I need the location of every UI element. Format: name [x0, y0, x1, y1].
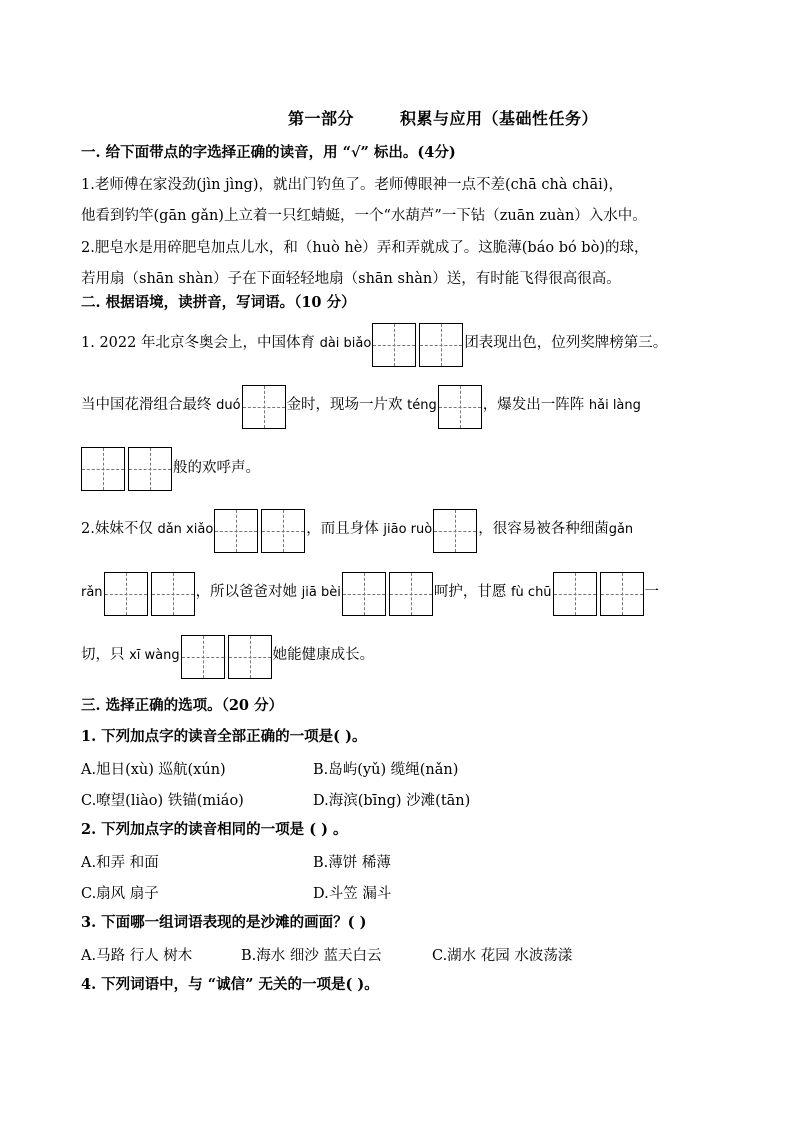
- writing-box[interactable]: [104, 572, 148, 616]
- pinyin-hailang: hǎi làng: [588, 398, 641, 413]
- writing-box[interactable]: [128, 447, 172, 491]
- pinyin-fuchu: fù chū: [510, 585, 552, 600]
- q1-text: 1. 2022 年北京冬奥会上，中国体育: [81, 335, 320, 351]
- q1-text: 当中国花滑组合最终: [81, 397, 217, 413]
- q3-2-stem: 2. 下列加点字的读音相同的一项是 ( ) 。: [81, 821, 348, 838]
- section2-q1-line2: [81, 382, 641, 429]
- section1-line-4: 若用扇（shān shàn）子在下面轻轻地扇（shān shàn）送，有时能飞得很高很高。: [81, 271, 621, 287]
- answer-boxes-ganran[interactable]: [104, 570, 195, 616]
- q2-text: 一: [644, 584, 660, 600]
- pinyin-duo: duó: [216, 398, 241, 413]
- writing-box[interactable]: [433, 509, 477, 553]
- answer-boxes-hailang[interactable]: [81, 445, 172, 491]
- answer-boxes-teng[interactable]: [438, 383, 482, 429]
- section3-heading: 三. 选择正确的选项。（20 分）: [81, 697, 284, 714]
- q3-3-option-a[interactable]: A.马路 行人 树木: [81, 948, 193, 964]
- answer-boxes-danxiao[interactable]: [214, 507, 305, 553]
- q3-1-stem: 1. 下列加点字的读音全部正确的一项是( )。: [81, 728, 367, 745]
- q1-text: 金时，现场一片欢: [286, 397, 408, 413]
- answer-boxes-xiwang[interactable]: [181, 633, 272, 679]
- writing-box[interactable]: [261, 509, 305, 553]
- section2-q2-line1: [81, 506, 633, 553]
- q3-2-option-c[interactable]: C.扇风 扇子: [81, 886, 159, 902]
- q1-text: 团表现出色，位列奖牌榜第三。: [464, 335, 668, 351]
- q2-text: ，很容易被各种细菌: [478, 521, 609, 537]
- writing-box[interactable]: [600, 572, 644, 616]
- q1-text: 般的欢呼声。: [173, 460, 260, 476]
- q3-2-option-b[interactable]: B.薄饼 稀薄: [313, 855, 391, 871]
- pinyin-jiaoruo: jiāo ruò: [383, 522, 433, 537]
- writing-box[interactable]: [372, 323, 416, 367]
- q2-text: ，而且身体: [306, 521, 384, 537]
- pinyin-teng: téng: [407, 398, 437, 413]
- answer-boxes-daibiao[interactable]: [372, 321, 463, 367]
- writing-box[interactable]: [181, 635, 225, 679]
- pinyin-xiwang: xī wàng: [129, 648, 180, 663]
- section2-heading: 二. 根据语境，读拼音，写词语。（10 分）: [81, 294, 356, 311]
- writing-box[interactable]: [214, 509, 258, 553]
- q2-text: ，所以爸爸对她: [195, 584, 302, 600]
- section2-q2-line2: [81, 569, 659, 616]
- q2-text: 她能健康成长。: [272, 647, 375, 663]
- q3-1-option-c[interactable]: C.嘹望(liào) 铁锚(miáo): [81, 793, 244, 809]
- q3-1-option-a[interactable]: A.旭日(xù) 巡航(xún): [81, 762, 226, 778]
- writing-box[interactable]: [242, 385, 286, 429]
- writing-box[interactable]: [553, 572, 597, 616]
- pinyin-daibiao: dài biǎo: [319, 336, 372, 351]
- pinyin-jiabei: jiā bèi: [301, 585, 341, 600]
- q3-3-stem: 3. 下面哪一组词语表现的是沙滩的画面？( ): [81, 914, 367, 931]
- section1-line-3: 2.肥皂水是用碎肥皂加点儿水，和（huò hè）弄和弄就成了。这脆薄(báo bó bò)的球，: [81, 240, 649, 256]
- answer-boxes-jiabei[interactable]: [342, 570, 433, 616]
- section1-heading: 一. 给下面带点的字选择正确的读音，用 “√” 标出。(4分): [81, 144, 456, 161]
- writing-box[interactable]: [438, 385, 482, 429]
- q2-text: 2.妹妹不仅: [81, 521, 158, 537]
- section2-q1-line3: [81, 445, 260, 491]
- q3-3-option-c[interactable]: C.湖水 花园 水波荡漾: [432, 948, 573, 964]
- q3-2-option-d[interactable]: D.斗笠 漏斗: [313, 886, 392, 902]
- writing-box[interactable]: [342, 572, 386, 616]
- writing-box[interactable]: [228, 635, 272, 679]
- answer-boxes-duo[interactable]: [242, 383, 286, 429]
- section2-q1-line1: [81, 320, 667, 367]
- page-title: [288, 106, 598, 129]
- writing-box[interactable]: [151, 572, 195, 616]
- pinyin-ran: rǎn: [81, 585, 103, 600]
- q3-2-option-a[interactable]: A.和弄 和面: [81, 855, 159, 871]
- section1-line-2: 他看到钓竿(gān gǎn)上立着一只红蜻蜓，一个“水葫芦”一下钻（zuān zuàn）入水中。: [81, 208, 647, 224]
- q3-3-option-b[interactable]: B.海水 细沙 蓝天白云: [241, 948, 382, 964]
- answer-boxes-fuchu[interactable]: [553, 570, 644, 616]
- section1-line-1: 1.老师傅在家没劲(jìn jìng)，就出门钓鱼了。老师傅眼神一点不差(chā chà chāi)，: [81, 177, 623, 193]
- q3-4-stem: 4. 下列词语中，与 “诚信” 无关的一项是( )。: [81, 976, 379, 993]
- q3-1-option-b[interactable]: B.岛屿(yǔ) 缆绳(nǎn): [313, 762, 459, 778]
- title-name: 积累与应用（基础性任务）: [400, 109, 599, 128]
- q1-text: ，爆发出一阵阵: [482, 397, 589, 413]
- answer-boxes-jiaoruo[interactable]: [433, 507, 477, 553]
- pinyin-danxiao: dǎn xiǎo: [157, 522, 214, 537]
- writing-box[interactable]: [81, 447, 125, 491]
- writing-box[interactable]: [389, 572, 433, 616]
- q2-text: 呵护，甘愿: [433, 584, 511, 600]
- section2-q2-line3: [81, 632, 374, 679]
- pinyin-gan: gǎn: [608, 522, 634, 537]
- writing-box[interactable]: [419, 323, 463, 367]
- q3-1-option-d[interactable]: D.海滨(bīng) 沙滩(tān): [313, 793, 471, 809]
- title-part: 第一部分: [288, 109, 355, 128]
- q2-text: 切，只: [81, 647, 130, 663]
